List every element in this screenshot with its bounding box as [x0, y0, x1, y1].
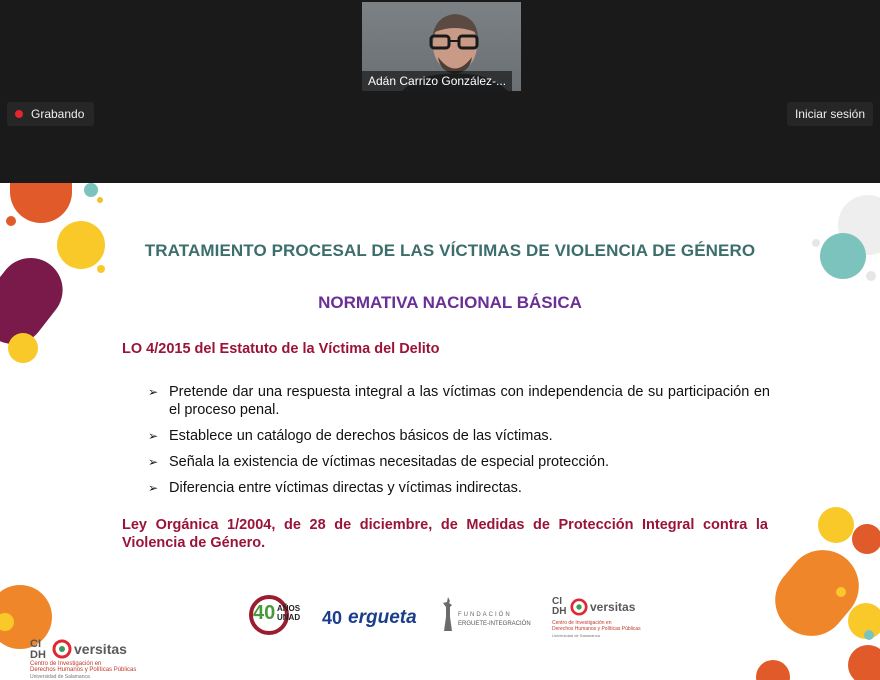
cidh-sub3: Universidad de Salamanca — [552, 633, 600, 638]
bullet-text: Diferencia entre víctimas directas y víctimas indirectas. — [169, 480, 522, 496]
unad-line1: AÑOS — [277, 604, 301, 613]
erguete-number: 40 — [322, 607, 343, 628]
decorative-circle — [756, 660, 790, 680]
statue-icon — [440, 595, 456, 635]
law-footer: Ley Orgánica 1/2004, de 28 de diciembre, de Medidas de Protección Integral contra la Violencia de Género. — [122, 517, 768, 551]
list-item — [148, 453, 770, 471]
cidh-swirl-icon — [52, 639, 72, 659]
participant-video-tile[interactable] — [362, 2, 521, 91]
bullet-text: Establece un catálogo de derechos básicos de las víctimas. — [169, 428, 553, 444]
cidh-logo — [552, 597, 652, 637]
decorative-circle — [6, 216, 16, 226]
signin-button[interactable]: Iniciar sesión — [787, 102, 873, 126]
cidh-sub1: Centro de Investigación en — [552, 620, 612, 626]
decorative-circle — [820, 233, 866, 279]
decorative-circle — [57, 221, 105, 269]
decorative-circle — [812, 239, 820, 247]
slide-subtitle: NORMATIVA NACIONAL BÁSICA — [318, 293, 582, 312]
list-item — [148, 383, 770, 419]
unad-logo — [249, 595, 305, 637]
decorative-circle — [10, 183, 72, 223]
shared-slide — [0, 183, 880, 680]
decorative-circle — [97, 265, 105, 273]
decorative-circle — [84, 183, 98, 197]
cidh-word: versitas — [74, 641, 127, 657]
decorative-circle — [836, 587, 846, 597]
cidh-sub2: Derechos Humanos y Políticas Públicas — [552, 626, 641, 632]
list-item — [148, 427, 770, 445]
decorative-circle — [864, 630, 874, 640]
arrow-bullet-icon: ➢ — [148, 481, 159, 495]
erguete-word: ergueta — [348, 607, 417, 628]
fundacion-line2: ERGUETE-INTEGRACIÓN — [458, 621, 531, 627]
participant-name: Adán Carrizo González-... — [362, 71, 512, 91]
decorative-circle — [848, 645, 880, 680]
fundacion-line1: FUNDACIÓN — [458, 612, 512, 618]
law-heading: LO 4/2015 del Estatuto de la Víctima del Delito — [122, 341, 440, 357]
cidh-sub3: Universidad de Salamanca — [30, 674, 90, 680]
fundacion-logo — [440, 595, 532, 635]
unad-number: 40 — [253, 602, 276, 624]
arrow-bullet-icon: ➢ — [148, 455, 159, 469]
recording-label: Grabando — [31, 107, 85, 121]
decorative-circle — [852, 524, 880, 554]
cidh-mark-bottom: DH — [552, 606, 567, 617]
cidh-sub1: Centro de Investigación en — [30, 661, 102, 667]
erguete-logo — [322, 606, 417, 630]
bullet-text: Señala la existencia de víctimas necesitadas de especial protección. — [169, 454, 610, 470]
arrow-bullet-icon: ➢ — [148, 429, 159, 443]
cidh-mark — [552, 597, 566, 617]
decorative-circle — [8, 333, 38, 363]
cidh-sub2: Derechos Humanos y Políticas Públicas — [30, 667, 137, 673]
arrow-bullet-icon: ➢ — [148, 385, 159, 399]
decorative-circle — [818, 507, 854, 543]
unad-line2: UNAD — [277, 613, 301, 622]
cidh-mark — [30, 639, 46, 661]
cidh-mark-top: CI — [552, 596, 562, 607]
list-item — [148, 479, 770, 497]
cidh-word: versitas — [590, 600, 636, 614]
unad-text — [277, 604, 300, 622]
recording-dot-icon — [15, 110, 23, 118]
bullet-text: Pretende dar una respuesta integral a las víctimas con independencia de su participación en el proceso penal. — [169, 384, 770, 418]
bullet-list — [148, 383, 770, 505]
cidh-mark-bottom: DH — [30, 649, 46, 661]
cidh-mark-top: CI — [30, 638, 41, 650]
slide-title: TRATAMIENTO PROCESAL DE LAS VÍCTIMAS DE VIOLENCIA DE GÉNERO — [144, 241, 756, 260]
decorative-circle — [97, 197, 103, 203]
meeting-header — [0, 0, 880, 182]
cidh-swirl-icon — [570, 598, 588, 616]
recording-indicator[interactable] — [7, 102, 94, 126]
cidh-logo-footer — [30, 639, 170, 679]
decorative-circle — [866, 271, 876, 281]
